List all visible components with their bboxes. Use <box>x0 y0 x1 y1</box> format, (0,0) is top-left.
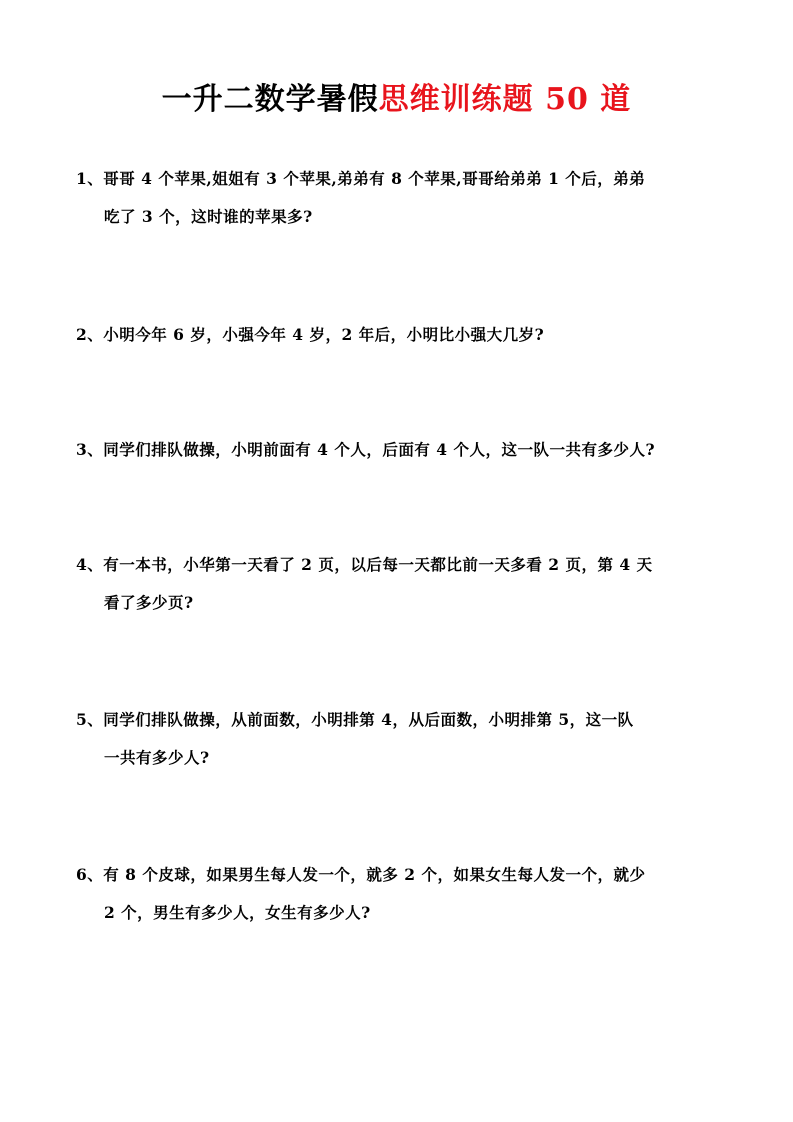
question-6 <box>76 856 726 932</box>
question-5-line-2: 一共有多少人? <box>104 748 210 767</box>
question-1-line-1: 1、哥哥 4 个苹果,姐姐有 3 个苹果,弟弟有 8 个苹果,哥哥给弟弟 1 个后，弟弟 <box>76 169 646 188</box>
question-3-line-1: 3、同学们排队做操，小明前面有 4 个人，后面有 4 个人，这一队一共有多少人? <box>76 440 656 459</box>
question-6-line-2: 2 个，男生有多少人，女生有多少人? <box>104 903 371 922</box>
question-1 <box>76 160 726 236</box>
title-red-part: 思维训练题 50 道 <box>378 82 632 117</box>
question-5-line-1: 5、同学们排队做操，从前面数，小明排第 4，从后面数，小明排第 5，这一队 <box>76 710 634 729</box>
title-black-part: 一升二数学暑假 <box>161 82 379 117</box>
question-3 <box>76 431 726 469</box>
question-4 <box>76 546 726 622</box>
question-5 <box>76 701 726 777</box>
question-1-line-2: 吃了 3 个，这时谁的苹果多? <box>104 207 313 226</box>
question-2-line-1: 2、小明今年 6 岁，小强今年 4 岁，2 年后，小明比小强大几岁? <box>76 325 545 344</box>
question-4-line-1: 4、有一本书，小华第一天看了 2 页，以后每一天都比前一天多看 2 页，第 4 天 <box>76 555 653 574</box>
question-2 <box>76 316 726 354</box>
question-4-line-2: 看了多少页? <box>104 593 194 612</box>
question-6-line-1: 6、有 8 个皮球，如果男生每人发一个，就多 2 个，如果女生每人发一个，就少 <box>76 865 646 884</box>
page-title <box>0 80 793 120</box>
